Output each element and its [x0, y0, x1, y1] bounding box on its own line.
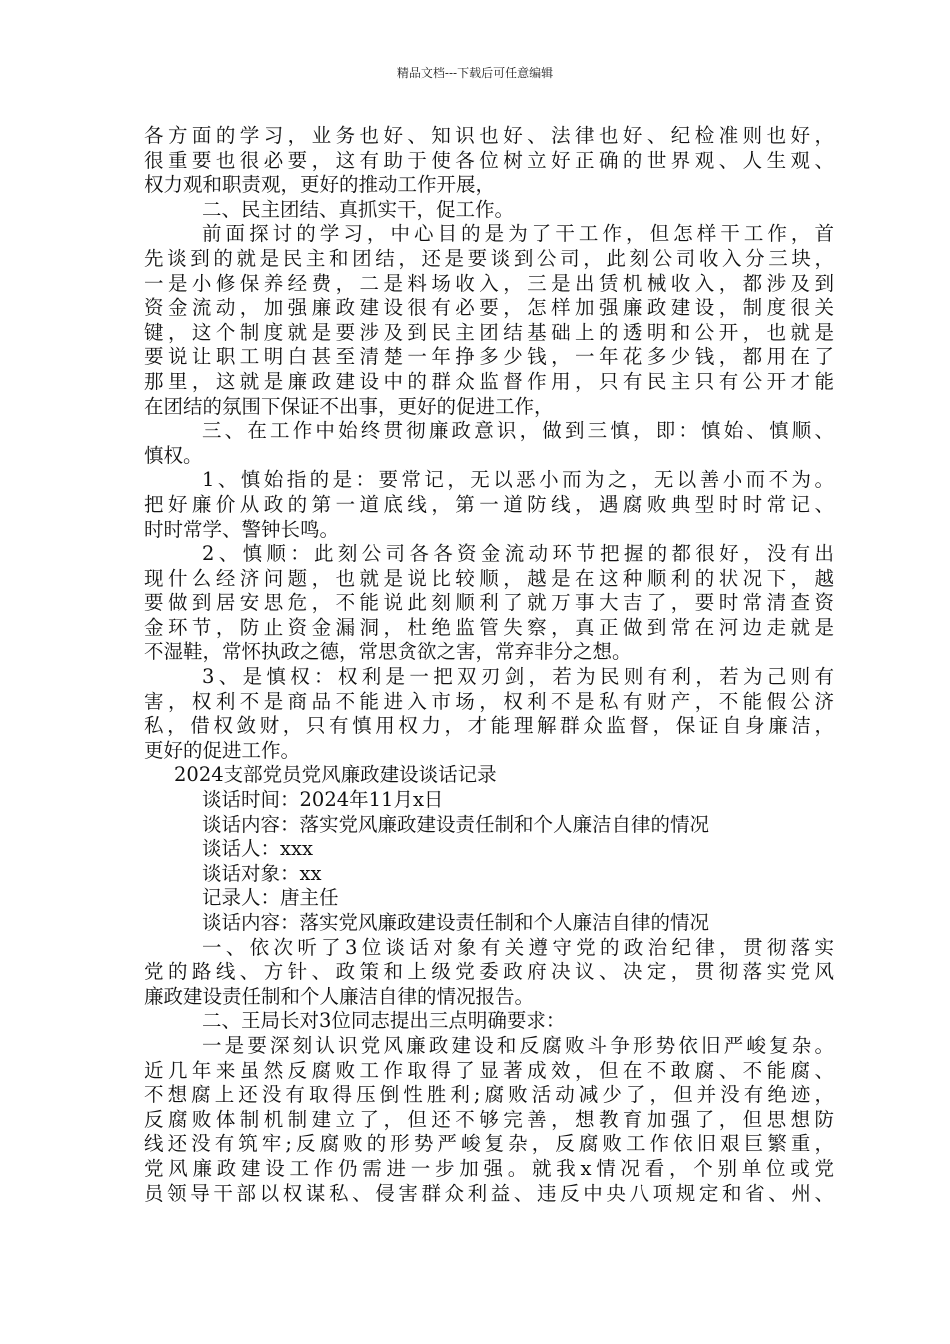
text-line: 更好的促进工作。	[144, 738, 301, 762]
text-line: 谈话对象：xx	[202, 861, 322, 885]
text-line: 党风廉政建设工作仍需进一步加强。就我x情况看，个别单位或党	[144, 1156, 834, 1180]
text-line: 要说让职工明白甚至清楚一年挣多少钱，一年花多少钱，都用在了	[144, 345, 834, 369]
text-line: 很重要也很必要，这有助于使各位树立好正确的世界观、人生观、	[144, 148, 834, 172]
text-line: 金环节，防止资金漏洞，杜绝监管失察，真正做到常在河边走就是	[144, 615, 834, 639]
text-line: 时时常学、警钟长鸣。	[144, 517, 340, 541]
text-line: 键，这个制度就是要涉及到民主团结基础上的透明和公开，也就是	[144, 320, 834, 344]
text-line: 要做到居安思危，不能说此刻顺利了就万事大吉了，要时常清查资	[144, 591, 834, 615]
text-line: 反腐败体制机制建立了，但还不够完善，想教育加强了，但思想防	[144, 1107, 834, 1131]
text-line: 一、依次听了3位谈话对象有关遵守党的政治纪律，贯彻落实	[202, 935, 834, 959]
text-line: 谈话内容：落实党风廉政建设责任制和个人廉洁自律的情况	[202, 911, 710, 934]
text-line: 前面探讨的学习，中心目的是为了干工作，但怎样干工作，首	[202, 222, 834, 246]
text-line: 现什么经济问题，也就是说比较顺，越是在这种顺利的状况下，越	[144, 566, 834, 590]
text-line: 害，权利不是商品不能进入市场，权利不是私有财产，不能假公济	[144, 689, 834, 713]
text-line: 员领导干部以权谋私、侵害群众利益、违反中央八项规定和省、州、	[144, 1181, 834, 1205]
text-line: 线还没有筑牢;反腐败的形势严峻复杂，反腐败工作依旧艰巨繁重，	[144, 1132, 834, 1156]
text-line: 权力观和职责观，更好的推动工作开展，	[144, 173, 496, 197]
text-line: 各方面的学习，业务也好、知识也好、法律也好、纪检准则也好，	[144, 124, 834, 147]
text-line: 2024支部党员党风廉政建设谈话记录	[174, 763, 497, 787]
text-line: 三、在工作中始终贯彻廉政意识，做到三慎，即：慎始、慎顺、	[202, 419, 834, 443]
text-line: 那里，这就是廉政建设中的群众监督作用，只有民主只有公开才能	[144, 369, 834, 393]
text-line: 记录人：唐主任	[202, 886, 339, 910]
text-line: 在团结的氛围下保证不出事，更好的促进工作，	[144, 394, 554, 418]
text-line: 廉政建设责任制和个人廉洁自律的情况报告。	[144, 984, 535, 1008]
text-line: 谈话时间：2024年11月x日	[202, 788, 444, 812]
document-body	[144, 124, 834, 1206]
text-line: 私，借权敛财，只有慎用权力，才能理解群众监督，保证自身廉洁，	[144, 714, 834, 738]
text-line: 1、慎始指的是：要常记，无以恶小而为之，无以善小而不为。	[202, 468, 834, 492]
text-line: 近几年来虽然反腐败工作取得了显著成效，但在不敢腐、不能腐、	[144, 1058, 834, 1082]
text-line: 慎权。	[144, 443, 203, 467]
text-line: 谈话内容：落实党风廉政建设责任制和个人廉洁自律的情况	[202, 812, 710, 836]
text-line: 不湿鞋，常怀执政之德，常思贪欲之害，常弃非分之想。	[144, 640, 632, 664]
text-line: 3、是慎权：权利是一把双刃剑，若为民则有利，若为己则有	[202, 665, 834, 689]
text-line: 一是要深刻认识党风廉政建设和反腐败斗争形势依旧严峻复杂。	[202, 1033, 834, 1057]
text-line: 把好廉价从政的第一道底线，第一道防线，遇腐败典型时时常记、	[144, 492, 834, 516]
text-line: 不想腐上还没有取得压倒性胜利;腐败活动减少了，但并没有绝迹，	[144, 1083, 834, 1107]
text-line: 先谈到的就是民主和团结，还是要谈到公司，此刻公司收入分三块，	[144, 246, 834, 270]
text-line: 二、王局长对3位同志提出三点明确要求：	[202, 1009, 566, 1033]
text-line: 谈话人：xxx	[202, 837, 313, 861]
text-line: 资金流动，加强廉政建设很有必要，怎样加强廉政建设，制度很关	[144, 296, 834, 320]
text-line: 党的路线、方针、政策和上级党委政府决议、决定，贯彻落实党风	[144, 960, 834, 984]
text-line: 2、慎顺：此刻公司各各资金流动环节把握的都很好，没有出	[202, 542, 834, 566]
text-line: 一是小修保养经费，二是料场收入，三是出赁机械收入，都涉及到	[144, 271, 834, 295]
text-line: 二、民主团结、真抓实干，促工作。	[202, 197, 515, 221]
page-header: 精品文档---下载后可任意编辑	[396, 66, 554, 80]
